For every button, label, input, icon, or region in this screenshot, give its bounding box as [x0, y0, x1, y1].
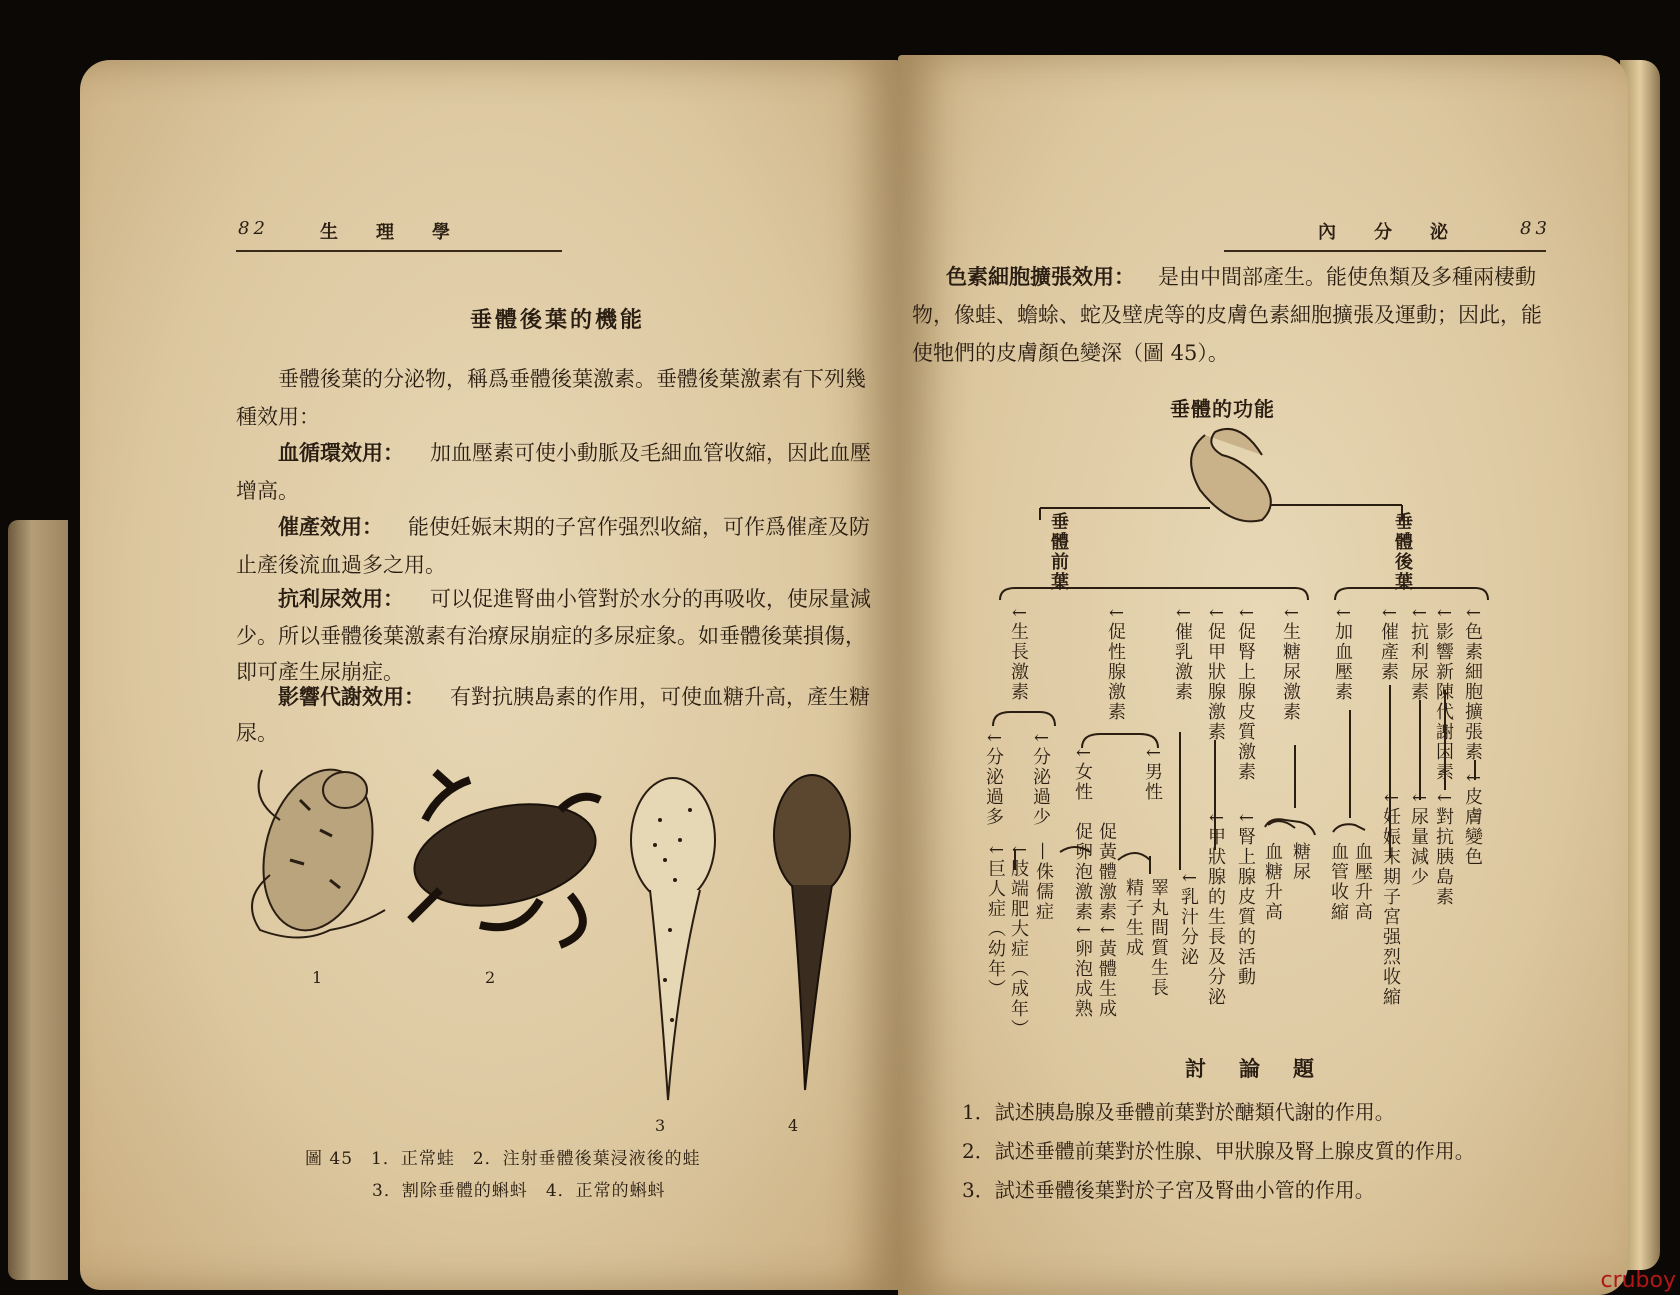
- gonad-male: ↓男性: [1142, 745, 1163, 803]
- effect-text: 止產後流血過多之用。: [236, 553, 446, 577]
- effect-term: 抗利尿效用：: [278, 586, 404, 611]
- gigantism: ↓巨人症（幼年）: [985, 842, 1006, 1000]
- effect-term: 催產效用：: [278, 514, 383, 539]
- fsh-result: 促卵泡激素↓卵泡成熟: [1072, 822, 1093, 1020]
- section-title: 垂體後葉的機能: [470, 307, 646, 333]
- posterior-lobe-label: 垂體後葉: [1392, 512, 1413, 592]
- intro-line-2: 種效用：: [236, 405, 320, 429]
- growth-deficiency: ↓分泌過少: [1030, 730, 1051, 828]
- hormone-thyrotropic: ↓促甲狀腺激素: [1205, 605, 1226, 743]
- discussion-question: 2．試述垂體前葉對於性腺、甲狀腺及腎上腺皮質的作用。: [962, 1139, 1475, 1163]
- effect-text: 能使妊娠末期的子宮作强烈收縮，可作爲催產及防: [408, 515, 870, 539]
- figure-caption-line-1: 圖 45 1．正常蛙 2．注射垂體後葉浸液後的蛙: [305, 1149, 701, 1169]
- vasoconstriction-result: 血管收縮: [1328, 842, 1349, 922]
- watermark: cruboy: [1600, 1268, 1676, 1293]
- effect-text: 少。所以垂體後葉激素有治療尿崩症的多尿症象。如垂體後葉損傷，: [236, 624, 866, 648]
- discussion-question: 1．試述胰島腺及垂體前葉對於醣類代謝的作用。: [962, 1100, 1395, 1124]
- pigment-text: 是由中間部產生。能使魚類及多種兩棲動: [1158, 265, 1536, 289]
- figure-number-2: 2: [485, 968, 496, 987]
- pigment-text: 使牠們的皮膚顏色變深（圖 45）。: [912, 341, 1229, 365]
- hormone-oxytocin: ↓催產素: [1378, 605, 1399, 683]
- hormone-gonadotropic: ↓促性腺激素: [1105, 605, 1126, 723]
- thyroid-result: ↓甲狀腺的生長及分泌: [1205, 810, 1226, 1008]
- skin-color-result: ↓皮膚變色: [1462, 770, 1483, 868]
- blood-sugar-result: 血糖升高: [1262, 842, 1283, 922]
- intro-line-1: 垂體後葉的分泌物，稱爲垂體後葉激素。垂體後葉激素有下列幾: [278, 367, 866, 391]
- effect-term: 影響代謝效用：: [278, 684, 425, 709]
- discussion-question: 3．試述垂體後葉對於子宮及腎曲小管的作用。: [962, 1178, 1375, 1202]
- effect-text: 加血壓素可使小動脈及毛細血管收縮，因此血壓: [430, 441, 871, 465]
- left-running-title: 生 理 學: [320, 222, 460, 243]
- uterine-contraction-result: ↓妊娠末期子宮强烈收縮: [1380, 790, 1401, 1008]
- lactation-result: ↓乳汁分泌: [1178, 870, 1199, 968]
- diagram-title: 垂體的功能: [1170, 397, 1275, 421]
- urine-decrease-result: ↓尿量減少: [1408, 790, 1429, 888]
- figure-caption-line-2: 3．割除垂體的蝌蚪 4．正常的蝌蚪: [372, 1181, 666, 1201]
- pigment-text: 物，像蛙、蟾蜍、蛇及壁虎等的皮膚色素細胞擴張及運動；因此，能: [912, 303, 1542, 327]
- anti-insulin-result: ↓對抗胰島素: [1433, 790, 1454, 908]
- hormone-pressor: ↓加血壓素: [1332, 605, 1353, 703]
- glycosuria-result: 糖尿: [1290, 842, 1311, 882]
- figure-number-1: 1: [312, 968, 323, 987]
- blood-pressure-result: 血壓升高: [1352, 842, 1373, 922]
- growth-excess: ↓分泌過多: [983, 730, 1004, 828]
- sperm-result: 精子生成: [1123, 878, 1144, 958]
- acromegaly: ↓肢端肥大症（成年）: [1008, 842, 1029, 1040]
- pigment-effect-term: 色素細胞擴張效用：: [946, 264, 1135, 289]
- effect-term: 血循環效用：: [278, 440, 404, 465]
- hormone-diabetogenic: ↓生糖尿激素: [1280, 605, 1301, 723]
- hormone-prolactin: ↓催乳激素: [1172, 605, 1193, 703]
- dwarfism: —侏儒症: [1033, 842, 1054, 922]
- hormone-melanophore: ↓色素細胞擴張素: [1462, 605, 1483, 763]
- right-page-number: 83: [1520, 218, 1551, 239]
- effect-text: 有對抗胰島素的作用，可使血糖升高，產生糖: [450, 685, 870, 709]
- left-page-number: 82: [238, 218, 269, 239]
- discussion-title: 討 論 題: [1185, 1056, 1320, 1081]
- right-running-title: 內 分 泌: [1318, 222, 1458, 243]
- figure-number-3: 3: [655, 1116, 666, 1135]
- effect-text: 增高。: [236, 479, 299, 503]
- lh-result: 促黃體激素↓黃體生成: [1096, 822, 1117, 1020]
- anterior-lobe-label: 垂體前葉: [1048, 512, 1069, 592]
- effect-text: 即可產生尿崩症。: [236, 660, 404, 684]
- interstitial-result: 睪丸間質生長: [1148, 878, 1169, 998]
- figure-number-4: 4: [788, 1116, 799, 1135]
- hormone-antidiuretic: ↓抗利尿素: [1408, 605, 1429, 703]
- effect-text: 可以促進腎曲小管對於水分的再吸收，使尿量減: [430, 587, 871, 611]
- adrenal-result: ↓腎上腺皮質的活動: [1235, 810, 1256, 988]
- effect-text: 尿。: [236, 721, 278, 745]
- hormone-growth: ↓生長激素: [1008, 605, 1029, 703]
- hormone-adrenocorticotropic: ↓促腎上腺皮質激素: [1235, 605, 1256, 783]
- hormone-metabolic: ↓影響新陳代謝因素: [1433, 605, 1454, 783]
- gonad-female: ↓女性: [1072, 745, 1093, 803]
